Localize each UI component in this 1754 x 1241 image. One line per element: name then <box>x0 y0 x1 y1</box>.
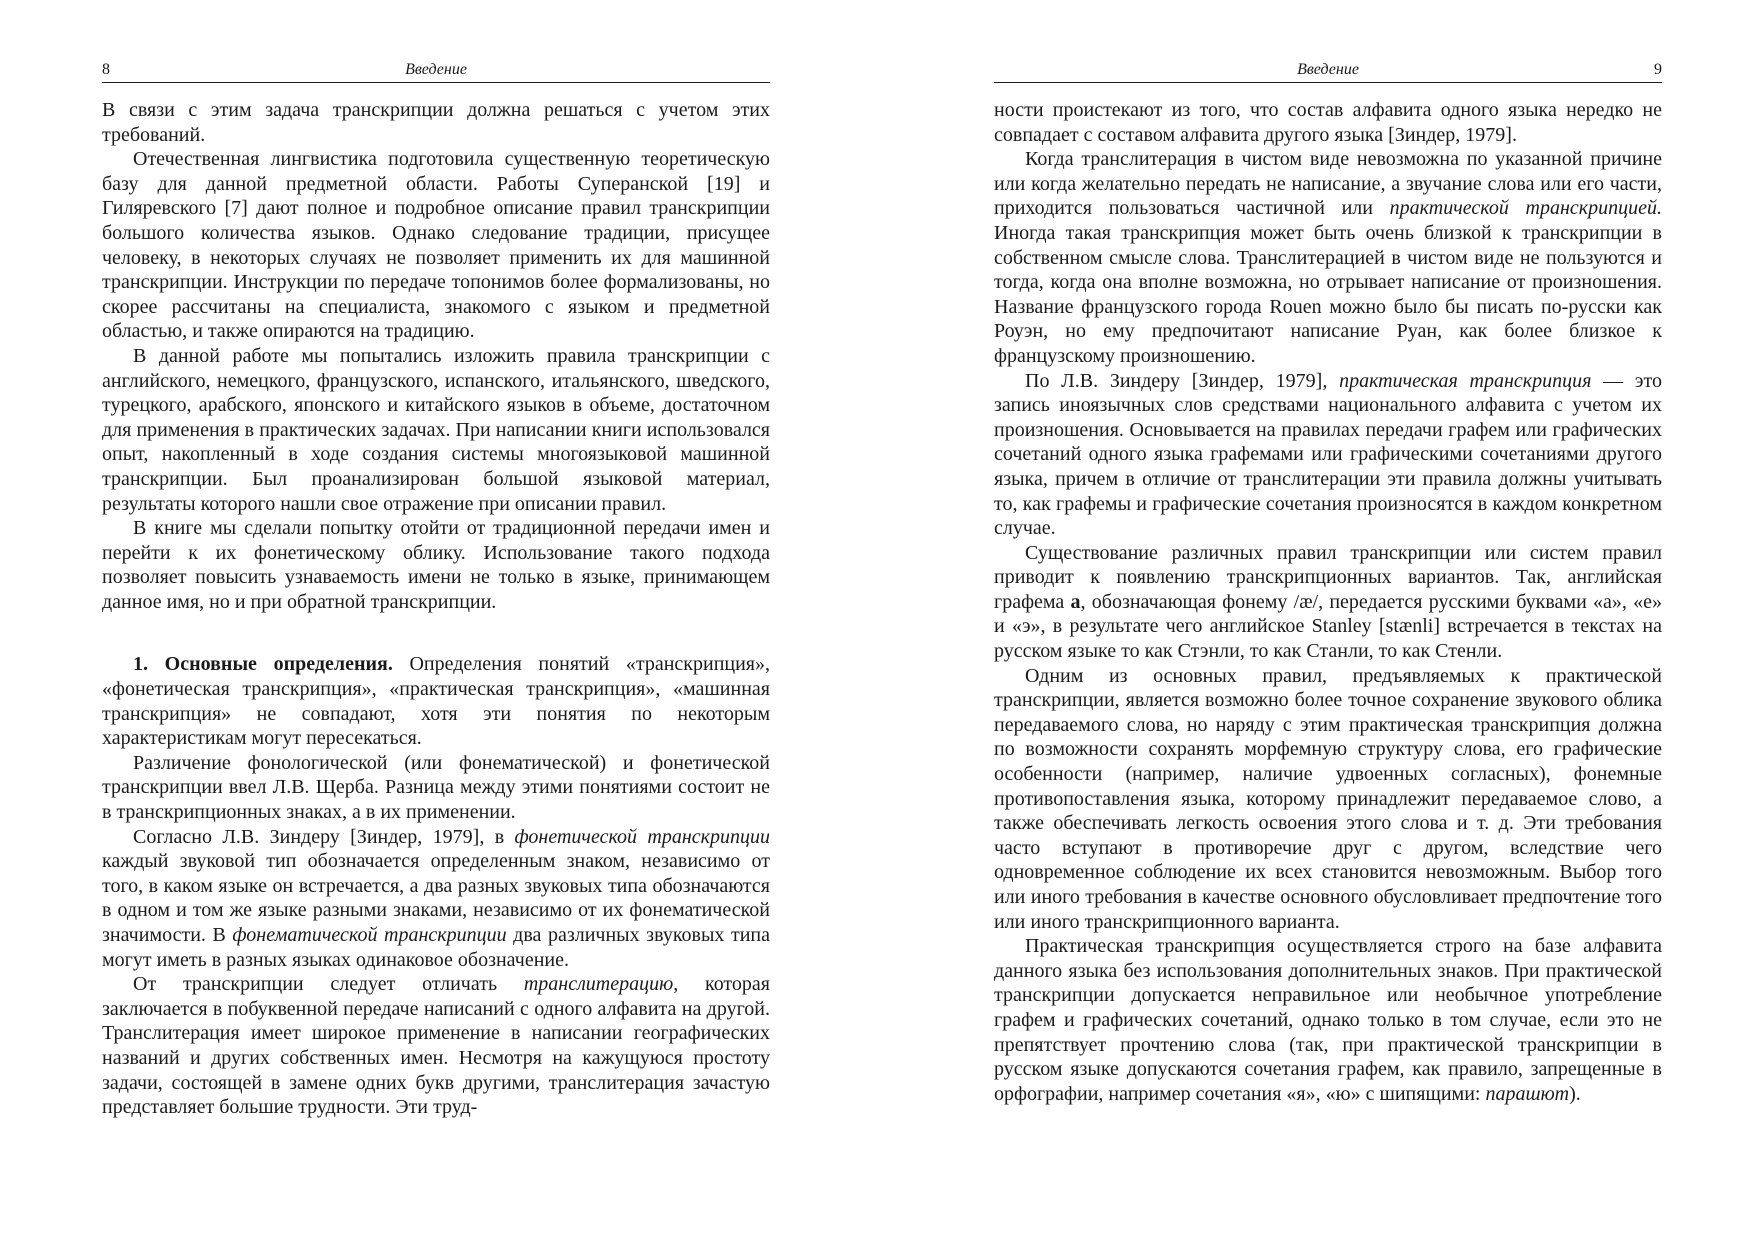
paragraph: В данной работе мы попытались изложить правила транскрипции с английского, немецкого, французского, испанского, итальянского, шведского, турецкого, арабского, японского и китайского языков в объеме, достаточном для применения в практических задачах. При написании книги использовался опыт, накопленный в ходе создания системы многоязыковой машинной транскрипции. Был проанализирован большой языковой материал, результаты которого нашли свое отражение при описании правил. <box>102 344 770 515</box>
paragraph <box>994 541 1662 664</box>
paragraph-text: Иногда такая транскрипция может быть очень близкой к транскрипции в собственном смысле слова. Транслитерацией в чистом виде не пользуются и тогда, когда она вполне возможна, но отрывает написание от произношения. Название французского города Rouen можно было бы писать по-русски как Роуэн, но ему предпочитают написание Руан, как более близкое к французскому произношению. <box>994 221 1662 367</box>
term: практическая транскрипция <box>1339 369 1592 392</box>
term: фонетической транскрипции <box>514 825 770 848</box>
paragraph-text: Согласно Л.В. Зиндеру [Зиндер, 1979], в <box>133 825 515 848</box>
term: парашют <box>1485 1082 1570 1105</box>
left-page-header <box>102 58 770 83</box>
paragraph-text: Существование различных правил транскрипции или систем правил приводит к появлению транскрипционных вариантов. Так, английская графема <box>994 541 1662 613</box>
paragraph <box>994 369 1662 541</box>
paragraph: В книге мы сделали попытку отойти от традиционной передачи имен и перейти к их фонетическому облику. Использование такого подхода позволяет повысить узнаваемость имени не только в языке, принимающем данное имя, но и при обратной транскрипции. <box>102 517 770 613</box>
paragraph <box>102 972 770 1120</box>
right-page-body <box>994 98 1662 1106</box>
paragraph <box>994 147 1662 368</box>
right-page <box>994 58 1662 1106</box>
paragraph <box>102 825 770 973</box>
term: транслитерацию <box>523 973 674 996</box>
paragraph-text: Когда транслитерация в чистом виде невозможна по указанной причине или когда желательно передать не написание, а звучание слова или его части, приходится пользоваться частичной или <box>994 148 1662 220</box>
paragraph-text: Практическая транскрипция осуществляется строго на базе алфавита данного языка без использования дополнительных знаков. При практической транскрипции допускается неправильное или необычное употребление графем и графических сочетаний, однако только в том случае, если это не препятствует прочтению слова (так, при практической транскрипции в русском языке допускаются сочетания графем, как правило, запрещенные в орфографии, например сочетания «я», «ю» с шипящими: <box>994 935 1662 1105</box>
paragraph-text: Определения понятий «транскрипция», «фонетическая транскрипция», «практическая транскрипция», «машинная транскрипция» не совпадают, хотя эти понятия по некоторым характеристикам могут пересекаться. <box>102 653 771 750</box>
section-heading: 1. Основные определения. <box>133 653 393 676</box>
right-page-header <box>994 58 1662 83</box>
paragraph: Различение фонологической (или фонематической) и фонетической транскрипции ввел Л.В. Щерба. Разница между этими понятиями состоит не в транскрипционных знаках, а в их применении. <box>102 751 770 824</box>
paragraph: В связи с этим задача транскрипции должна решаться с учетом этих требований. <box>102 99 770 146</box>
paragraph-text: каждый звуковой тип обозначается определенным знаком, независимо от того, в каком языке он встречается, а два разных звуковых типа обозначаются в одном и том же языке разными знаками, независимо от их фонематической значимости. В <box>102 850 770 946</box>
paragraph <box>994 934 1662 1106</box>
grapheme: a <box>1070 590 1081 613</box>
running-title: Введение <box>405 61 467 78</box>
paragraph-text: — это запись иноязычных слов средствами национального алфавита с учетом их произношения. Основывается на правилах передачи графем или графических сочетаний одного языка графемами или графическими сочетаниями другого языка, причем в отличие от транслитерации эти правила должны учитывать то, как графемы и графические сочетания произносятся в каждом конкретном случае. <box>994 369 1662 540</box>
paragraph: Одним из основных правил, предъявляемых к практической транскрипции, является возможно более точное сохранение звукового облика передаваемого слова, но наряду с этим практическая транскрипция должна по возможности сохранять морфемную структуру слова, его графические особенности (например, наличие удвоенных согласных), фонемные противопоставления языка, которому принадлежит передаваемое слово, а также обеспечивать легкость освоения этого слова и т. д. Эти требования часто вступают в противоречие друг с другом, вследствие чего одновременное соблюдение их всех становится невозможным. Выбор того или иного требования в качестве основного обусловливает предпочтение того или иного транскрипционного варианта. <box>994 664 1662 933</box>
running-title: Введение <box>1297 61 1359 78</box>
paragraph: Отечественная лингвистика подготовила существенную теоретическую базу для данной предметной области. Работы Суперанской [19] и Гиляревского [7] дают полное и подробное описание правил транскрипции большого количества языков. Однако следование традиции, присущее человеку, в некоторых случаях не позволяет применить их для машинной транскрипции. Инструкции по передаче топонимов более формализованы, но скорее рассчитаны на специалиста, знакомого с языком и предметной областью, и также опираются на традицию. <box>102 148 770 343</box>
page-number: 8 <box>102 61 110 78</box>
paragraph: ности проистекают из того, что состав алфавита одного языка нередко не совпадает с составом алфавита другого языка [Зиндер, 1979]. <box>994 99 1662 146</box>
paragraph-text: два различных звуковых типа могут иметь в разных языках одинаковое обозначение. <box>102 924 770 971</box>
paragraph-text: , обозначающая фонему /æ/, передается русскими буквами «а», «е» и «э», в результате чего английское Stanley [stænli] встречается в текстах на русском языке то как Стэнли, то как Станли, то как Стенли. <box>994 590 1662 663</box>
term: фонематической транскрипции <box>232 924 507 946</box>
paragraph-text: От транскрипции следует отличать <box>133 973 524 996</box>
paragraph-text: , которая заключается в побуквенной передаче написаний с одного алфавита на другой. Транслитерация имеет широкое применение в написании географических названий и других собственных имен. Несмотря на кажущуюся простоту задачи, состоящей в замене одних букв другими, транслитерация зачастую представляет большие трудности. Эти труд- <box>102 973 770 1119</box>
paragraph-text: По Л.В. Зиндеру [Зиндер, 1979], <box>1025 369 1340 392</box>
page-number: 9 <box>1654 61 1662 78</box>
left-page-body <box>102 98 770 1120</box>
paragraph-text: ). <box>1569 1082 1581 1105</box>
section-paragraph <box>102 652 770 750</box>
left-page <box>102 58 770 1120</box>
term: практической транскрипцией. <box>1389 197 1662 220</box>
